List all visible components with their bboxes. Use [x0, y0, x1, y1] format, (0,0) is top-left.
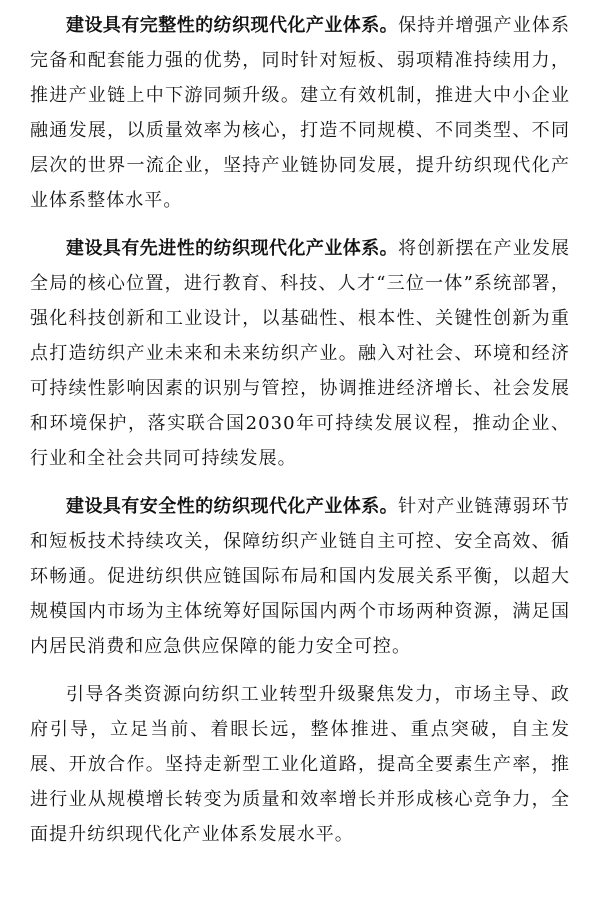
- document-page: [30, 8, 570, 865]
- paragraph-advancement: [30, 231, 570, 476]
- paragraph-body-text: 保持并增强产业体系完备和配套能力强的优势，同时针对短板、弱项精准持续用力，推进产业链上中下游同频升级。建立有效机制，推进大中小企业融通发展，以质量效率为核心，打造不同规模、不同类型、不同层次的世界一流企业，坚持产业链协同发展，提升纺织现代化产业体系整体水平。: [30, 15, 571, 211]
- paragraph-body-text: 针对产业链薄弱环节和短板技术持续攻关，保障纺织产业链自主可控、安全高效、循环畅通。促进纺织供应链国际布局和国内发展关系平衡，以超大规模国内市场为主体统筹好国际国内两个市场两种资源，满足国内居民消费和应急供应保障的能力安全可控。: [30, 496, 571, 657]
- paragraph-lead-heading: 建设具有安全性的纺织现代化产业体系。: [66, 496, 399, 517]
- paragraph-body-text: 将创新摆在产业发展全局的核心位置，进行教育、科技、人才“三位一体”系统部署，强化科技创新和工业设计，以基础性、根本性、关键性创新为重点打造纺织产业未来和未来纺织产业。融入对社会、环境和经济可持续性影响因素的识别与管控，协调推进经济增长、社会发展和环境保护，落实联合国2030年可持续发展议程，推动企业、行业和全社会共同可持续发展。: [30, 238, 571, 469]
- paragraph-security: [30, 489, 570, 664]
- paragraph-guidance: [30, 677, 570, 852]
- paragraph-lead-heading: 建设具有先进性的纺织现代化产业体系。: [66, 238, 399, 259]
- paragraph-lead-heading: 建设具有完整性的纺织现代化产业体系。: [66, 15, 399, 36]
- paragraph-completeness: [30, 8, 570, 218]
- paragraph-body-text: 引导各类资源向纺织工业转型升级聚焦发力，市场主导、政府引导，立足当前、着眼长远，整体推进、重点突破，自主发展、开放合作。坚持走新型工业化道路，提高全要素生产率，推进行业从规模增长转变为质量和效率增长并形成核心竞争力，全面提升纺织现代化产业体系发展水平。: [30, 684, 570, 845]
